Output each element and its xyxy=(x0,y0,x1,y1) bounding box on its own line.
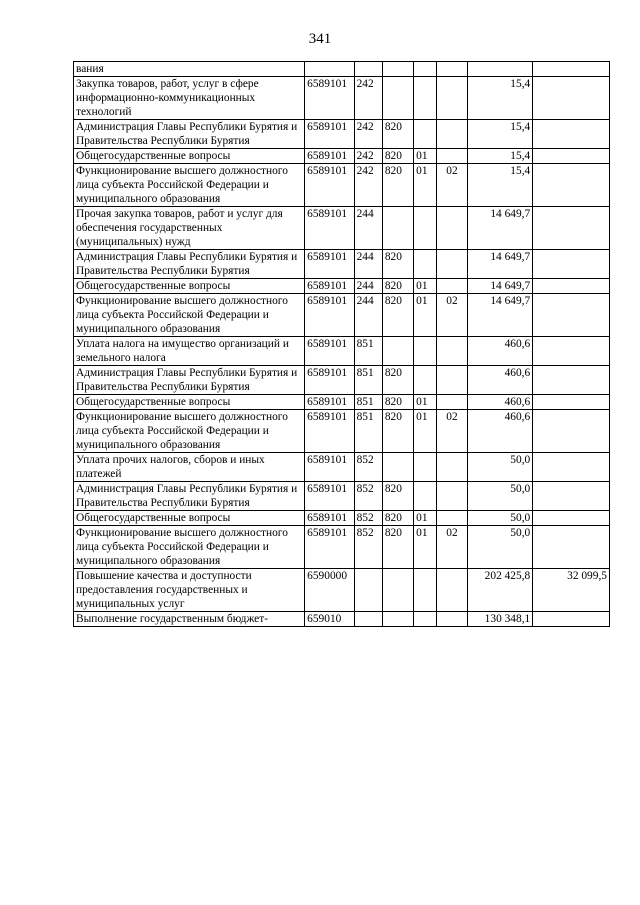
table-row xyxy=(74,77,610,120)
row-subsection-cell xyxy=(437,482,467,511)
row-target-code-cell: 6589101 xyxy=(305,207,354,250)
table-row xyxy=(74,569,610,612)
table-row xyxy=(74,612,610,627)
row-target-code-cell: 6589101 xyxy=(305,511,354,526)
row-subsection-cell xyxy=(437,120,467,149)
row-amount-extra-cell xyxy=(533,395,610,410)
row-amount-extra-cell xyxy=(533,337,610,366)
row-amount-cell: 50,0 xyxy=(467,511,533,526)
row-subsection-cell: 02 xyxy=(437,526,467,569)
row-target-code-cell: 6589101 xyxy=(305,337,354,366)
row-amount-extra-cell xyxy=(533,62,610,77)
row-expense-type-cell: 851 xyxy=(354,366,382,395)
row-name-cell: Общегосударственные вопросы xyxy=(74,279,305,294)
row-amount-extra-cell xyxy=(533,526,610,569)
row-target-code-cell: 6589101 xyxy=(305,120,354,149)
row-amount-cell: 130 348,1 xyxy=(467,612,533,627)
row-department-cell xyxy=(382,569,413,612)
row-section-cell xyxy=(414,482,437,511)
row-name-cell: вания xyxy=(74,62,305,77)
row-target-code-cell: 6589101 xyxy=(305,366,354,395)
row-department-cell: 820 xyxy=(382,279,413,294)
row-target-code-cell: 6589101 xyxy=(305,250,354,279)
row-amount-cell: 14 649,7 xyxy=(467,279,533,294)
table-row xyxy=(74,337,610,366)
row-amount-extra-cell xyxy=(533,453,610,482)
row-name-cell: Общегосударственные вопросы xyxy=(74,395,305,410)
table-row xyxy=(74,526,610,569)
row-department-cell: 820 xyxy=(382,511,413,526)
row-target-code-cell: 6589101 xyxy=(305,77,354,120)
row-name-cell: Функционирование высшего должностного лица субъекта Российской Федерации и муниципального образования xyxy=(74,294,305,337)
row-amount-extra-cell xyxy=(533,120,610,149)
row-target-code-cell: 6589101 xyxy=(305,294,354,337)
row-expense-type-cell: 852 xyxy=(354,526,382,569)
row-subsection-cell: 02 xyxy=(437,410,467,453)
row-amount-cell xyxy=(467,62,533,77)
row-department-cell xyxy=(382,612,413,627)
row-expense-type-cell: 242 xyxy=(354,77,382,120)
row-expense-type-cell: 244 xyxy=(354,207,382,250)
row-amount-cell: 15,4 xyxy=(467,77,533,120)
row-name-cell: Уплата прочих налогов, сборов и иных платежей xyxy=(74,453,305,482)
row-amount-extra-cell xyxy=(533,612,610,627)
row-department-cell: 820 xyxy=(382,250,413,279)
row-expense-type-cell: 244 xyxy=(354,294,382,337)
row-target-code-cell: 6589101 xyxy=(305,279,354,294)
row-expense-type-cell: 242 xyxy=(354,164,382,207)
row-department-cell: 820 xyxy=(382,526,413,569)
row-department-cell: 820 xyxy=(382,366,413,395)
table-row xyxy=(74,511,610,526)
row-expense-type-cell xyxy=(354,569,382,612)
row-expense-type-cell: 851 xyxy=(354,337,382,366)
row-amount-cell: 50,0 xyxy=(467,453,533,482)
row-amount-extra-cell xyxy=(533,410,610,453)
row-amount-cell: 15,4 xyxy=(467,120,533,149)
budget-table-body xyxy=(74,62,610,627)
row-department-cell xyxy=(382,207,413,250)
row-amount-extra-cell xyxy=(533,294,610,337)
row-subsection-cell xyxy=(437,207,467,250)
row-amount-cell: 14 649,7 xyxy=(467,250,533,279)
table-row xyxy=(74,207,610,250)
row-amount-extra-cell xyxy=(533,164,610,207)
table-row xyxy=(74,294,610,337)
row-section-cell xyxy=(414,62,437,77)
row-subsection-cell xyxy=(437,395,467,410)
row-subsection-cell xyxy=(437,569,467,612)
row-amount-cell: 50,0 xyxy=(467,526,533,569)
row-section-cell: 01 xyxy=(414,526,437,569)
row-expense-type-cell: 242 xyxy=(354,149,382,164)
row-department-cell: 820 xyxy=(382,120,413,149)
row-department-cell: 820 xyxy=(382,482,413,511)
row-amount-extra-cell xyxy=(533,77,610,120)
row-section-cell: 01 xyxy=(414,395,437,410)
row-amount-cell: 14 649,7 xyxy=(467,207,533,250)
row-amount-cell: 460,6 xyxy=(467,410,533,453)
row-expense-type-cell: 242 xyxy=(354,120,382,149)
row-subsection-cell xyxy=(437,149,467,164)
row-department-cell xyxy=(382,337,413,366)
row-department-cell xyxy=(382,62,413,77)
row-expense-type-cell: 244 xyxy=(354,250,382,279)
row-department-cell xyxy=(382,453,413,482)
row-section-cell xyxy=(414,207,437,250)
row-amount-cell: 460,6 xyxy=(467,366,533,395)
row-name-cell: Закупка товаров, работ, услуг в сфере информационно-коммуникационных технологий xyxy=(74,77,305,120)
table-row xyxy=(74,62,610,77)
row-amount-cell: 15,4 xyxy=(467,149,533,164)
row-target-code-cell: 6589101 xyxy=(305,482,354,511)
row-amount-extra-cell xyxy=(533,207,610,250)
row-section-cell: 01 xyxy=(414,511,437,526)
row-department-cell: 820 xyxy=(382,149,413,164)
row-subsection-cell xyxy=(437,279,467,294)
row-expense-type-cell: 851 xyxy=(354,395,382,410)
row-name-cell: Прочая закупка товаров, работ и услуг для обеспечения государственных (муниципальных) нужд xyxy=(74,207,305,250)
row-expense-type-cell xyxy=(354,62,382,77)
row-amount-extra-cell xyxy=(533,366,610,395)
budget-table xyxy=(73,61,610,627)
row-amount-extra-cell xyxy=(533,250,610,279)
row-name-cell: Выполнение государственным бюджет- xyxy=(74,612,305,627)
row-section-cell xyxy=(414,337,437,366)
row-name-cell: Администрация Главы Республики Бурятия и Правительства Республики Бурятия xyxy=(74,120,305,149)
row-amount-cell: 14 649,7 xyxy=(467,294,533,337)
table-row xyxy=(74,395,610,410)
row-amount-extra-cell xyxy=(533,482,610,511)
row-section-cell: 01 xyxy=(414,279,437,294)
row-section-cell xyxy=(414,612,437,627)
row-target-code-cell xyxy=(305,62,354,77)
row-section-cell: 01 xyxy=(414,164,437,207)
row-expense-type-cell: 244 xyxy=(354,279,382,294)
row-subsection-cell: 02 xyxy=(437,294,467,337)
row-target-code-cell: 6589101 xyxy=(305,526,354,569)
table-row xyxy=(74,410,610,453)
row-name-cell: Администрация Главы Республики Бурятия и Правительства Республики Бурятия xyxy=(74,482,305,511)
table-row xyxy=(74,366,610,395)
row-subsection-cell xyxy=(437,453,467,482)
row-name-cell: Общегосударственные вопросы xyxy=(74,149,305,164)
row-section-cell xyxy=(414,453,437,482)
row-subsection-cell xyxy=(437,337,467,366)
table-row xyxy=(74,120,610,149)
row-amount-cell: 460,6 xyxy=(467,337,533,366)
row-expense-type-cell: 852 xyxy=(354,511,382,526)
row-subsection-cell xyxy=(437,62,467,77)
row-target-code-cell: 6589101 xyxy=(305,453,354,482)
row-name-cell: Повышение качества и доступности предоставления государственных и муниципальных услуг xyxy=(74,569,305,612)
row-subsection-cell xyxy=(437,511,467,526)
row-name-cell: Уплата налога на имущество организаций и земельного налога xyxy=(74,337,305,366)
row-section-cell xyxy=(414,77,437,120)
row-subsection-cell xyxy=(437,250,467,279)
table-row xyxy=(74,453,610,482)
row-target-code-cell: 659010 xyxy=(305,612,354,627)
row-name-cell: Администрация Главы Республики Бурятия и Правительства Республики Бурятия xyxy=(74,250,305,279)
row-amount-extra-cell xyxy=(533,279,610,294)
row-target-code-cell: 6589101 xyxy=(305,395,354,410)
row-expense-type-cell: 852 xyxy=(354,482,382,511)
row-expense-type-cell xyxy=(354,612,382,627)
table-row xyxy=(74,149,610,164)
row-expense-type-cell: 851 xyxy=(354,410,382,453)
row-section-cell xyxy=(414,569,437,612)
row-subsection-cell xyxy=(437,612,467,627)
table-row xyxy=(74,164,610,207)
row-amount-cell: 50,0 xyxy=(467,482,533,511)
row-amount-extra-cell xyxy=(533,149,610,164)
row-name-cell: Общегосударственные вопросы xyxy=(74,511,305,526)
row-department-cell: 820 xyxy=(382,395,413,410)
row-name-cell: Функционирование высшего должностного лица субъекта Российской Федерации и муниципального образования xyxy=(74,164,305,207)
row-department-cell: 820 xyxy=(382,410,413,453)
row-amount-cell: 460,6 xyxy=(467,395,533,410)
row-department-cell: 820 xyxy=(382,164,413,207)
table-row xyxy=(74,250,610,279)
table-row xyxy=(74,279,610,294)
row-target-code-cell: 6589101 xyxy=(305,164,354,207)
row-subsection-cell: 02 xyxy=(437,164,467,207)
row-section-cell xyxy=(414,120,437,149)
row-subsection-cell xyxy=(437,77,467,120)
row-amount-cell: 202 425,8 xyxy=(467,569,533,612)
row-subsection-cell xyxy=(437,366,467,395)
page-number: 341 xyxy=(308,31,332,47)
row-expense-type-cell: 852 xyxy=(354,453,382,482)
row-section-cell: 01 xyxy=(414,410,437,453)
row-section-cell: 01 xyxy=(414,294,437,337)
row-amount-extra-cell xyxy=(533,511,610,526)
row-target-code-cell: 6589101 xyxy=(305,410,354,453)
row-target-code-cell: 6589101 xyxy=(305,149,354,164)
row-department-cell xyxy=(382,77,413,120)
row-amount-extra-cell: 32 099,5 xyxy=(533,569,610,612)
row-name-cell: Администрация Главы Республики Бурятия и Правительства Республики Бурятия xyxy=(74,366,305,395)
row-name-cell: Функционирование высшего должностного лица субъекта Российской Федерации и муниципального образования xyxy=(74,410,305,453)
row-section-cell xyxy=(414,250,437,279)
row-section-cell xyxy=(414,366,437,395)
row-name-cell: Функционирование высшего должностного лица субъекта Российской Федерации и муниципального образования xyxy=(74,526,305,569)
row-department-cell: 820 xyxy=(382,294,413,337)
table-row xyxy=(74,482,610,511)
row-target-code-cell: 6590000 xyxy=(305,569,354,612)
row-section-cell: 01 xyxy=(414,149,437,164)
row-amount-cell: 15,4 xyxy=(467,164,533,207)
